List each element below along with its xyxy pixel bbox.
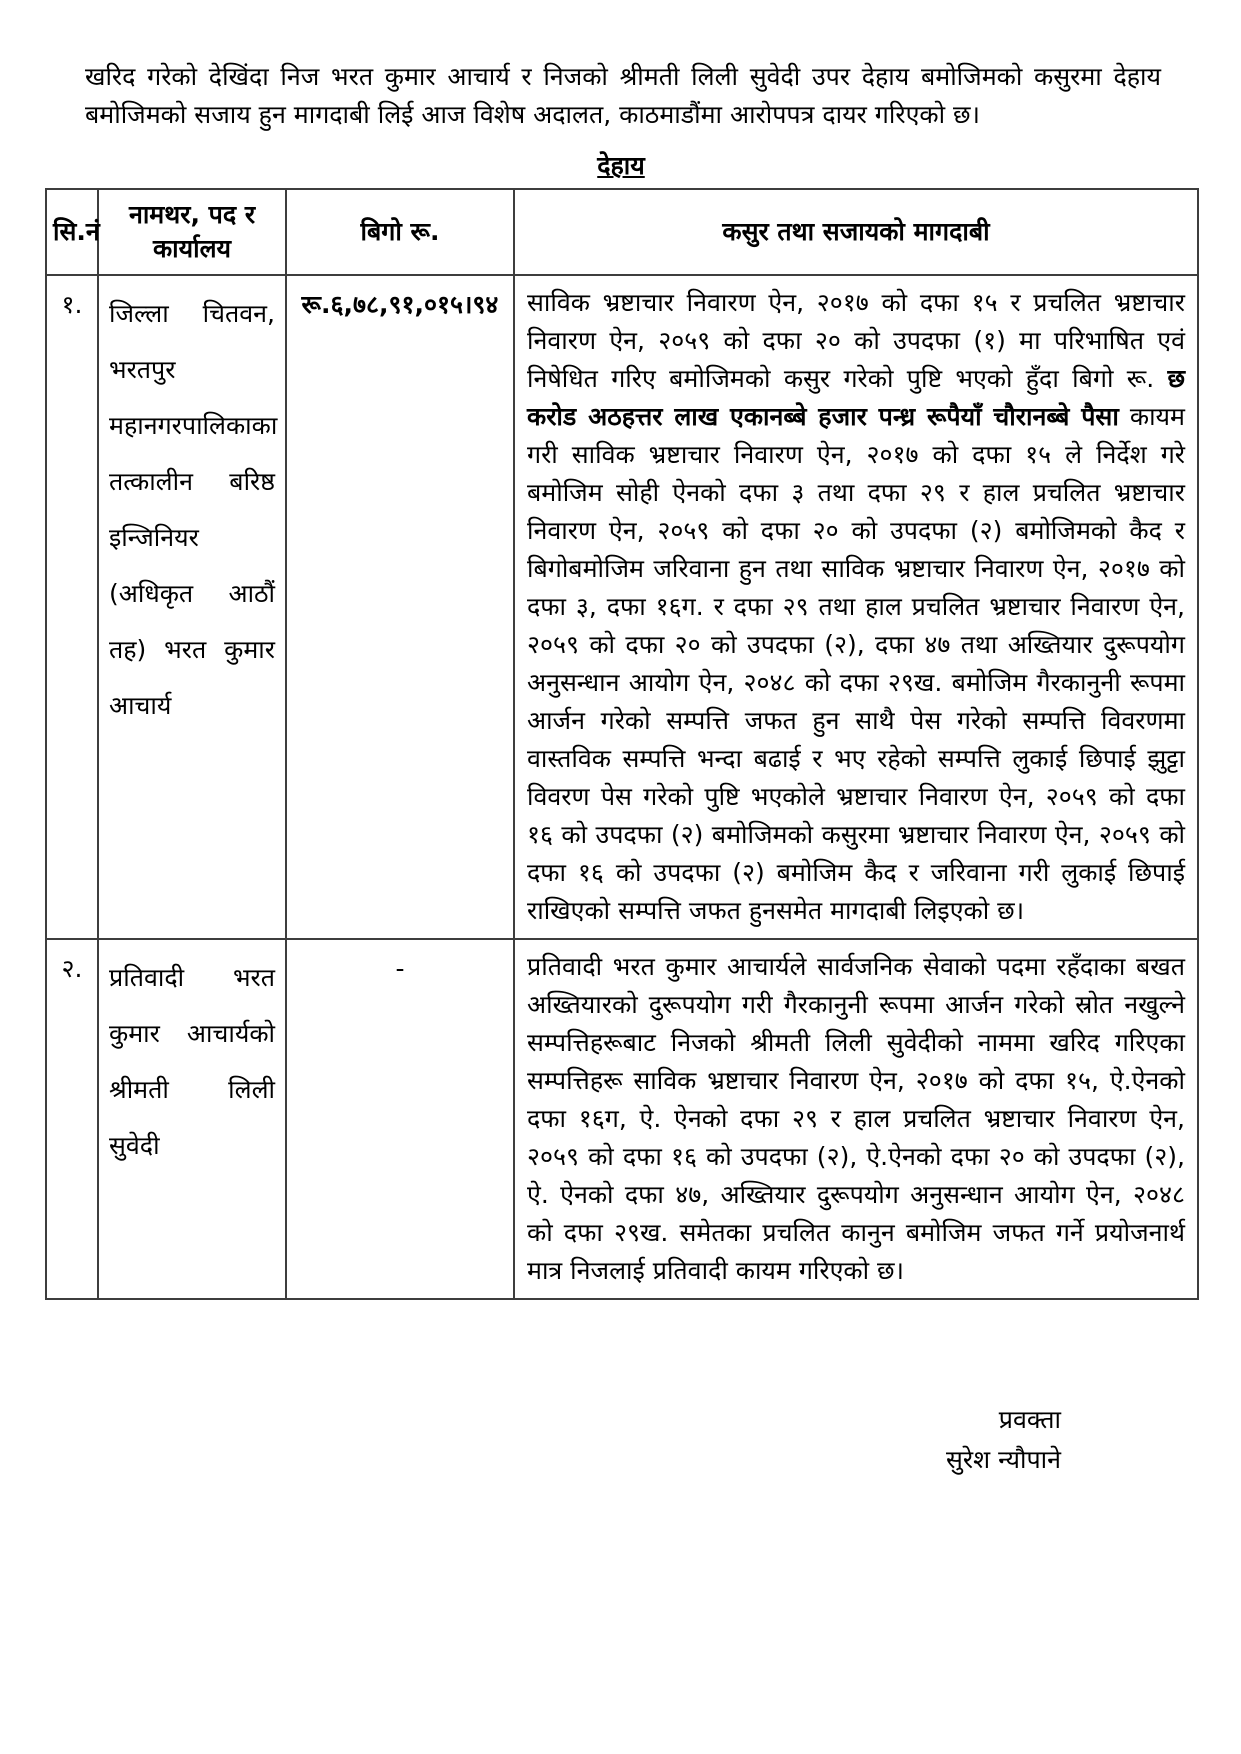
table-heading: देहाय bbox=[597, 151, 645, 180]
table-row bbox=[46, 275, 1198, 939]
charge-text-amount-in-words: छ करोड अठहत्तर लाख एकानब्बे हजार पन्ध्र रूपैयाँ चौरानब्बे पैसा bbox=[527, 364, 1185, 431]
charge-demand-cell bbox=[514, 275, 1198, 939]
table-heading-wrap bbox=[45, 148, 1197, 182]
amount-cell: रू.६,७८,९१,०१५।९४ bbox=[286, 275, 514, 939]
name-post-office-cell: जिल्ला चितवन, भरतपुर महानगरपालिकाका तत्कालीन बरिष्ठ इन्जिनियर (अधिकृत आठौं तह) भरत कुमार आचार्य bbox=[98, 275, 286, 939]
table-row bbox=[46, 939, 1198, 1299]
charge-text-before: साविक भ्रष्टाचार निवारण ऐन, २०१७ को दफा १५ र प्रचलित भ्रष्टाचार निवारण ऐन, २०५९ को दफा २० को उपदफा (१) मा परिभाषित एवं निषेधित गरिए बमोजिमको कसुर गरेको पुष्टि भएको हुँदा बिगो रू. bbox=[527, 288, 1185, 393]
signature-name: सुरेश न्यौपाने bbox=[946, 1445, 1061, 1474]
serial-number-cell: १. bbox=[46, 275, 98, 939]
col-header-name: नामथर, पद र कार्यालय bbox=[98, 189, 286, 275]
serial-number-cell: २. bbox=[46, 939, 98, 1299]
charge-demand-cell: प्रतिवादी भरत कुमार आचार्यले सार्वजनिक सेवाको पदमा रहँदाका बखत अख्तियारको दुरूपयोग गरी गैरकानुनी रूपमा आर्जन गरेको स्रोत नखुल्ने सम्पत्तिहरूबाट निजको श्रीमती लिली सुवेदीको नाममा खरिद गरिएका सम्पत्तिहरू साविक भ्रष्टाचार निवारण ऐन, २०१७ को दफा १५, ऐ.ऐनको दफा १६ग, ऐ. ऐनको दफा २९ र हाल प्रचलित भ्रष्टाचार निवारण ऐन, २०५९ को दफा १६ को उपदफा (२), ऐ.ऐनको दफा २० को उपदफा (२), ऐ. ऐनको दफा ४७, अख्तियार दुरूपयोग अनुसन्धान आयोग ऐन, २०४८ को दफा २९ख. समेतका प्रचलित कानुन बमोजिम जफत गर्ने प्रयोजनार्थ मात्र निजलाई प्रतिवादी कायम गरिएको छ। bbox=[514, 939, 1198, 1299]
signature-block bbox=[0, 1400, 1061, 1480]
col-header-charge: कसुर तथा सजायको मागदाबी bbox=[514, 189, 1198, 275]
table-header-row bbox=[46, 189, 1198, 275]
col-header-amount: बिगो रू. bbox=[286, 189, 514, 275]
col-header-sn: सि.नं bbox=[46, 189, 98, 275]
signature-title: प्रवक्ता bbox=[998, 1405, 1061, 1434]
charge-text-after: कायम गरी साविक भ्रष्टाचार निवारण ऐन, २०१७ को दफा १५ ले निर्देश गरे बमोजिम सोही ऐनको दफा ३ तथा दफा २९ र हाल प्रचलित भ्रष्टाचार निवारण ऐन, २०५९ को दफा २० को उपदफा (२) बमोजिमको कैद र बिगोबमोजिम जरिवाना हुन तथा साविक भ्रष्टाचार निवारण ऐन, २०१७ को दफा ३, दफा १६ग. र दफा २९ तथा हाल प्रचलित भ्रष्टाचार निवारण ऐन, २०५९ को दफा २० को उपदफा (२), दफा ४७ तथा अख्तियार दुरूपयोग अनुसन्धान आयोग ऐन, २०४८ को दफा २९ख. बमोजिम गैरकानुनी रूपमा आर्जन गरेको सम्पत्ति जफत हुन साथै पेस गरेको सम्पत्ति विवरणमा वास्तविक सम्पत्ति भन्दा बढाई र भए रहेको सम्पत्ति लुकाई छिपाई झुट्टा विवरण पेस गरेको पुष्टि भएकोले भ्रष्टाचार निवारण ऐन, २०५९ को दफा १६ को उपदफा (२) बमोजिमको कसुरमा भ्रष्टाचार निवारण ऐन, २०५९ को दफा १६ को उपदफा (२) बमोजिम कैद र जरिवाना गरी लुकाई छिपाई राखिएको सम्पत्ति जफत हुनसमेत मागदाबी लिइएको छ। bbox=[527, 402, 1185, 925]
name-post-office-cell: प्रतिवादी भरत कुमार आचार्यको श्रीमती लिली सुवेदी bbox=[98, 939, 286, 1299]
amount-cell: - bbox=[286, 939, 514, 1299]
intro-paragraph: खरिद गरेको देखिंदा निज भरत कुमार आचार्य र निजको श्रीमती लिली सुवेदी उपर देहाय बमोजिमको कसुरमा देहाय बमोजिमको सजाय हुन मागदाबी लिई आज विशेष अदालत, काठमाडौंमा आरोपपत्र दायर गरिएको छ। bbox=[85, 62, 1161, 129]
charges-table bbox=[45, 188, 1199, 1300]
